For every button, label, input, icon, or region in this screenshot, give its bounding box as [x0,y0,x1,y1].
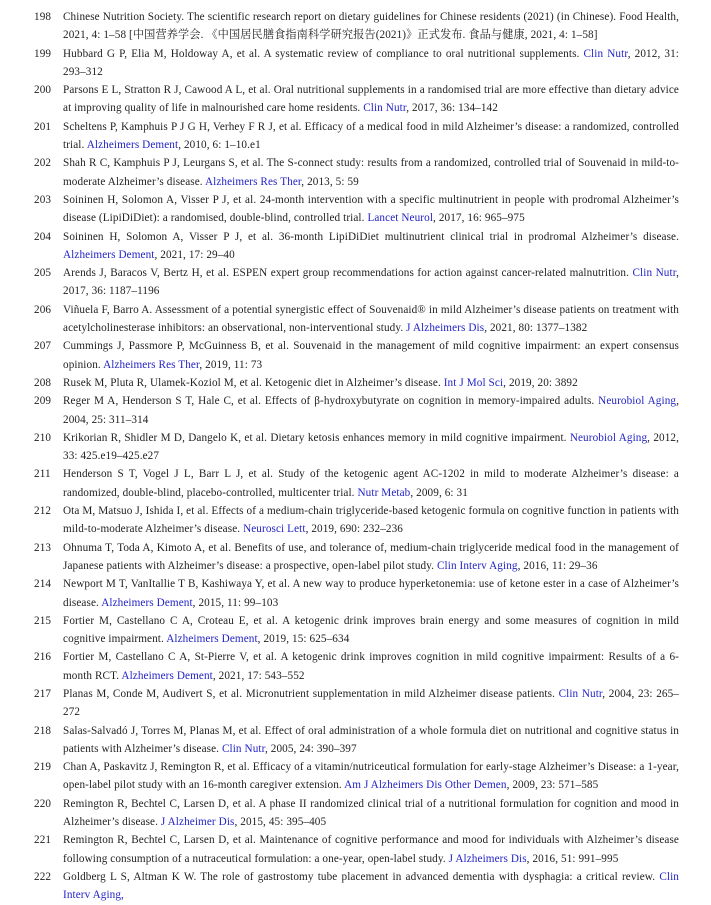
reference-number: 212 [34,505,52,518]
journal-link[interactable]: Clin Nutr [221,742,265,755]
reference-item [34,228,679,265]
journal-link[interactable]: Clin Nutr [632,267,677,280]
journal-link[interactable]: Alzheimers Dement [121,669,213,682]
reference-number: 201 [34,120,52,133]
reference-text-segment: , 2013, 5: 59 [301,175,359,188]
reference-text-segment: Soininen H, Solomon A, Visser P J, et al. 24-month intervention with a specific multinutrient in people with prodromal Alzheimer’s disease (LipiDiDiet): a randomised, double-blind, controlled trial. [63,193,679,225]
reference-text-segment: Ota M, Matsuo J, Ishida I, et al. Effects of a medium-chain triglyceride-based ketogenic formula on cognitive function in patients with mild-to-moderate Alzheimer’s disease. [63,505,679,536]
reference-list [34,8,679,905]
journal-link[interactable]: J Alzheimers Dis [406,322,485,335]
reference-text-segment: Fortier M, Castellano C A, St-Pierre V, et al. A ketogenic drink improves cognition in mild cognitive impairment: Results of a 6-month RCT. [63,651,679,682]
reference-text-segment: Remington R, Bechtel C, Larsen D, et al. A phase II randomized clinical trial of a nutritional formulation for cognition and mood in Alzheimer’s disease. [63,797,679,829]
reference-item [34,45,679,82]
reference-item [34,465,679,502]
reference-text-segment: , 2012, 31: 293–312 [63,47,680,78]
journal-link[interactable]: J Alzheimer Dis [160,816,235,829]
reference-item [34,868,679,905]
reference-text-segment: , 2016, 51: 991–995 [526,852,619,865]
journal-link[interactable]: Alzheimers Dement [166,633,258,646]
reference-text-segment: , 2017, 16: 965–975 [433,212,525,225]
reference-number: 208 [34,376,52,389]
reference-item [34,118,679,155]
reference-text-segment: Cummings J, Passmore P, McGuinness B, et al. Souvenaid in the management of mild cognitive impairment: an expert consensus opinion. [63,340,679,371]
reference-number: 216 [34,651,52,664]
reference-text-segment: Goldberg L S, Altman K W. The role of gastrostomy tube placement in advanced dementia with dysphagia: a critical review. [63,870,660,883]
journal-link[interactable]: Alzheimers Res Ther [103,358,200,371]
reference-text-segment: Newport M T, VanItallie T B, Kashiwaya Y, et al. A new way to produce hyperketonemia: use of ketone ester in a case of Alzheimer’s disease. [63,578,679,609]
reference-text-segment: , 2019, 11: 73 [199,358,263,371]
reference-text-segment: Salas-Salvadó J, Torres M, Planas M, et al. Effect of oral administration of a whole formula diet on nutritional and cognitive status in patients with Alzheimer’s disease. [63,724,679,755]
journal-link[interactable]: Alzheimers Dement [101,596,193,609]
reference-number: 202 [34,157,52,170]
reference-text [63,725,679,755]
reference-text-segment: Chan A, Paskavitz J, Remington R, et al. Efficacy of a vitamin/nutriceutical formulation for early-stage Alzheimer’s Disease: a 1-year, open-label pilot study with an 16-month caregiver extension. [63,761,679,792]
reference-text [63,542,679,572]
reference-text-segment: Remington R, Bechtel C, Larsen D, et al. Maintenance of cognitive performance and mood for individuals with Alzheimer’s disease following consumption of a nutraceutical formulation: a one-year, open-label study. [63,834,679,865]
journal-link[interactable]: Neurosci Lett [243,523,306,536]
reference-text [63,798,679,828]
reference-text-segment: Henderson S T, Vogel J L, Barr L J, et al. Study of the ketogenic agent AC-1202 in mild to moderate Alzheimer’s disease: a randomized, double-blind, placebo-controlled, multicenter trial. [63,468,679,499]
reference-number: 209 [34,395,52,408]
reference-item [34,612,679,649]
reference-text-segment: , 2021, 80: 1377–1382 [484,322,588,335]
reference-number: 210 [34,431,52,444]
reference-text-segment: Rusek M, Pluta R, Ulamek-Koziol M, et al. Ketogenic diet in Alzheimer’s disease. [63,376,444,389]
reference-text-segment: Planas M, Conde M, Audivert S, et al. Micronutrient supplementation in mild Alzheimer disease patients. [63,687,559,700]
reference-text [63,267,679,297]
journal-link[interactable]: Alzheimers Dement [63,248,155,261]
reference-text [63,340,679,370]
reference-text-segment: , 2021, 17: 29–40 [154,248,235,261]
reference-text [63,304,679,334]
reference-text-segment: Arends J, Baracos V, Bertz H, et al. ESPEN expert group recommendations for action against cancer-related malnutrition. [63,267,633,280]
reference-item [34,685,679,722]
reference-text-segment: Viñuela F, Barro A. Assessment of a potential synergistic effect of Souvenaid® in mild Alzheimer’s disease patients on treatment with acetylcholinesterase inhibitors: an observational, non-interventional study. [63,303,679,335]
reference-text [63,395,679,425]
reference-text-segment: Scheltens P, Kamphuis P J G H, Verhey F R J, et al. Efficacy of a medical food in mild Alzheimer’s disease: a randomized, controlled trial. [63,120,679,152]
reference-item [34,81,679,118]
reference-number: 204 [34,230,52,243]
reference-item [34,831,679,868]
reference-number: 215 [34,614,52,627]
reference-number: 198 [34,11,52,23]
reference-text [63,231,679,261]
reference-item [34,264,679,301]
journal-link[interactable]: Alzheimers Res Ther [204,175,302,188]
reference-number: 203 [34,193,52,206]
reference-text [63,871,679,901]
reference-item [34,392,679,429]
reference-item [34,795,679,832]
reference-text-segment: , 2009, 23: 571–585 [506,779,599,792]
reference-text-segment: , 2017, 36: 134–142 [406,102,498,115]
reference-item [34,374,679,392]
reference-text-segment: , 2009, 6: 31 [410,486,468,499]
reference-item [34,301,679,338]
journal-link[interactable]: Nutr Metab [357,486,411,499]
reference-text-segment: Reger M A, Henderson S T, Hale C, et al. Effects of β-hydroxybutyrate on cognition in memory-impaired adults. [63,395,599,408]
reference-text [63,578,679,608]
reference-number: 221 [34,834,52,847]
reference-item [34,758,679,795]
reference-text-segment: Parsons E L, Stratton R J, Cawood A L, et al. Oral nutritional supplements in a randomised trial are more effective than dietary advice at improving quality of life in malnourished care home residents. [63,84,679,115]
reference-text [63,834,679,864]
reference-item [34,722,679,759]
reference-item [34,154,679,191]
reference-number: 199 [34,47,52,60]
reference-number: 219 [34,761,52,774]
journal-link[interactable]: Am J Alzheimers Dis Other Demen [344,779,507,792]
reference-item [34,429,679,466]
reference-item [34,502,679,539]
journal-link[interactable]: Lancet Neurol [367,212,434,225]
reference-text [63,615,679,645]
reference-item [34,575,679,612]
journal-link[interactable]: Clin Nutr [363,102,407,115]
reference-text [63,688,679,718]
reference-text [63,48,679,78]
reference-text [63,468,679,498]
reference-text [63,505,679,535]
reference-text-segment: , 2015, 45: 395–405 [234,816,327,829]
reference-item [34,191,679,228]
reference-text-segment: , 2021, 17: 543–552 [212,669,305,682]
reference-text-segment: Hubbard G P, Elia M, Holdoway A, et al. A systematic review of compliance to oral nutritional supplements. [63,47,584,60]
reference-text-segment: , 2015, 11: 99–103 [192,596,279,609]
reference-number: 218 [34,724,52,737]
reference-number: 207 [34,340,52,353]
reference-number: 220 [34,797,52,810]
reference-text [63,194,679,224]
reference-number: 217 [34,687,52,700]
reference-item [34,337,679,374]
reference-text [63,157,679,187]
reference-text-segment: Soininen H, Solomon A, Visser P J, et al. 36-month LipiDiDiet multinutrient clinical trial in prodromal Alzheimer’s disease. [63,230,679,243]
reference-item [34,8,679,45]
journal-link[interactable]: Int J Mol Sci [443,376,504,389]
reference-text [63,651,679,681]
reference-text-segment: , 2012, 33: 425.e19–425.e27 [63,431,679,463]
reference-text [63,11,679,41]
journal-link[interactable]: Neurobiol Aging [598,395,677,408]
reference-text-segment: , 2016, 11: 29–36 [517,559,598,572]
reference-text-segment: , 2019, 15: 625–634 [257,633,350,646]
journal-link[interactable]: J Alzheimers Dis [448,852,527,865]
reference-text [63,84,679,114]
reference-text-segment: Chinese Nutrition Society. The scientific research report on dietary guidelines for Chinese residents (2021) (in Chinese). Food Health, 2021, 4: 1–58 [中国营养学会. 《中国居民膳食指南科学研究报告(2021)》正式发布. 食品与健康, 2021, 4: 1–58] [63,11,679,42]
reference-number: 213 [34,541,52,554]
reference-text [63,761,679,791]
journal-link[interactable]: Clin Interv Aging [436,559,518,572]
reference-text [63,121,679,151]
reference-number: 205 [34,267,52,280]
reference-number: 206 [34,303,52,316]
reference-text-segment: Ohnuma T, Toda A, Kimoto A, et al. Benefits of use, and tolerance of, medium-chain triglyceride medical food in the management of Japanese patients with Alzheimer’s disease: a prospective, open-label pilot study. [63,541,679,572]
reference-text-segment: , 2019, 690: 232–236 [305,523,403,536]
reference-text-segment: , 2005, 24: 390–397 [264,742,357,755]
reference-number: 222 [34,870,52,883]
journal-link[interactable]: Neurobiol Aging [569,431,648,444]
journal-link[interactable]: Clin Nutr [558,687,603,700]
reference-text-segment: Shah R C, Kamphuis P J, Leurgans S, et al. The S-connect study: results from a randomized, controlled trial of Souvenaid in mild-to-moderate Alzheimer’s disease. [63,157,679,188]
journal-link[interactable]: Alzheimers Dement [86,139,179,152]
reference-number: 211 [34,468,51,481]
reference-number: 214 [34,578,52,591]
reference-text-segment: , 2004, 25: 311–314 [63,395,679,426]
reference-text [63,432,679,462]
reference-text-segment: , 2004, 23: 265–272 [63,687,680,719]
reference-text-segment: , 2017, 36: 1187–1196 [63,267,679,298]
reference-text-segment: , 2019, 20: 3892 [503,376,578,389]
reference-item [34,539,679,576]
reference-text-segment: Krikorian R, Shidler M D, Dangelo K, et al. Dietary ketosis enhances memory in mild cognitive impairment. [63,431,570,444]
journal-link[interactable]: Clin Interv Aging, [63,870,679,902]
reference-item [34,648,679,685]
journal-link[interactable]: Clin Nutr [583,47,628,60]
reference-text-segment: , 2010, 6: 1–10.e1 [178,139,261,152]
reference-text-segment: Fortier M, Castellano C A, Croteau E, et al. A ketogenic drink improves brain energy and some measures of cognition in mild cognitive impairment. [63,614,679,646]
reference-number: 200 [34,84,52,97]
reference-text [63,377,578,389]
